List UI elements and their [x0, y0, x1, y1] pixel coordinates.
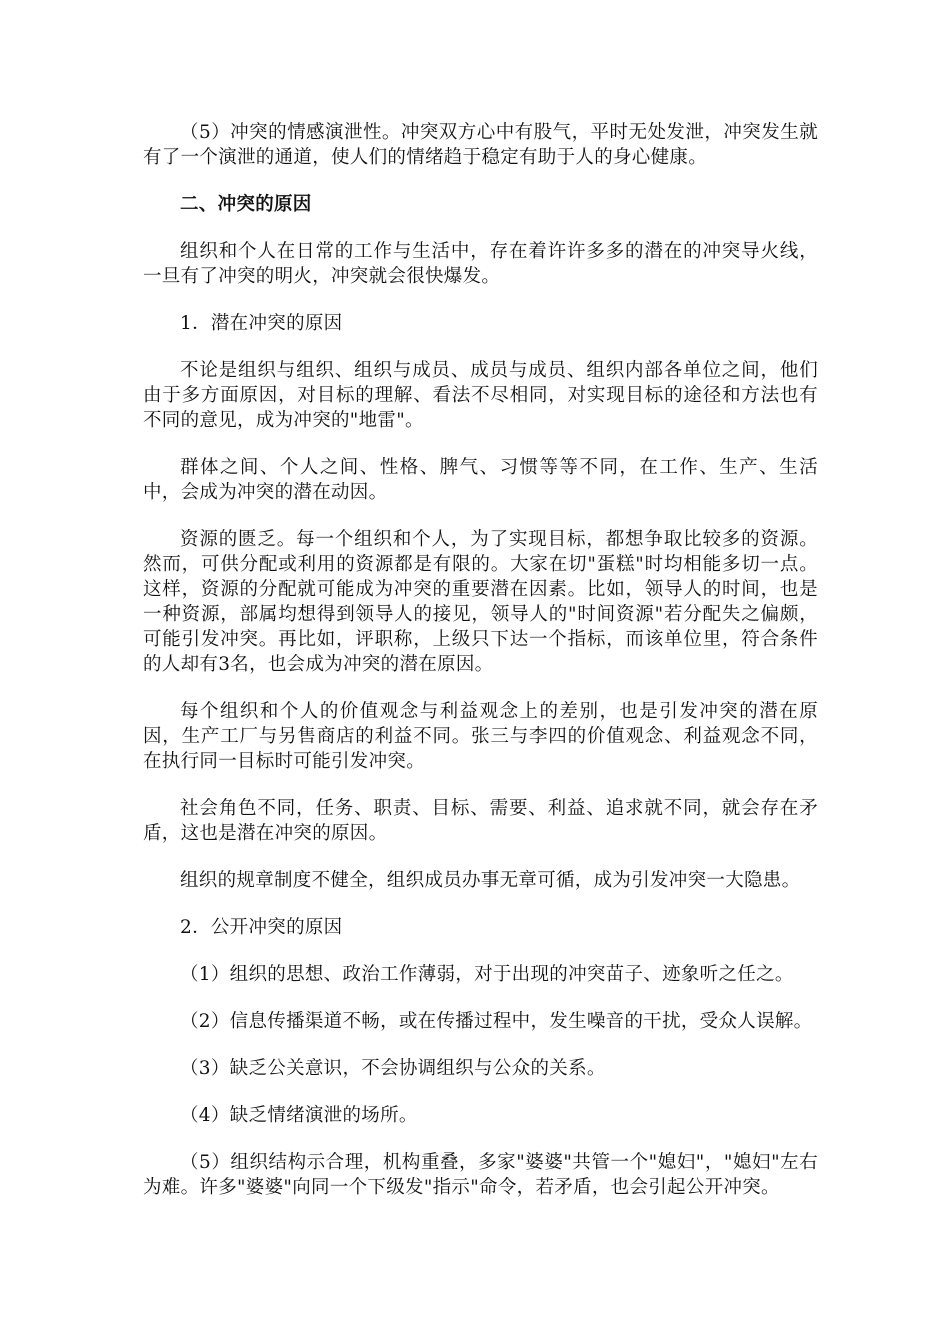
- paragraph-value-differences: 每个组织和个人的价值观念与利益观念上的差别，也是引发冲突的潜在原因，生产工厂与另售商店的利益不同。张三与李四的价值观念、利益观念不同，在执行同一目标时可能引发冲突。: [143, 701, 818, 772]
- paragraph-emotional-outlet: （5）冲突的情感演泄性。冲突双方心中有股气，平时无处发泄，冲突发生就有了一个演泄的通道，使人们的情绪趋于稳定有助于人的身心健康。: [143, 122, 818, 168]
- list-item-3: （3）缺乏公关意识，不会协调组织与公众的关系。: [180, 1058, 606, 1079]
- list-item-4: （4）缺乏情绪演泄的场所。: [180, 1105, 418, 1126]
- document-page: [143, 120, 818, 1222]
- list-item-2: （2）信息传播渠道不畅，或在传播过程中，发生噪音的干扰，受众人误解。: [180, 1011, 813, 1032]
- paragraph-resource-scarcity: 资源的匮乏。每一个组织和个人，为了实现目标，都想争取比较多的资源。然而，可供分配或利用的资源都是有限的。大家在切"蛋糕"时均相能多切一点。这样，资源的分配就可能成为冲突的重要潜在因素。比如，领导人的时间，也是一种资源，部属均想得到领导人的接见，领导人的"时间资源"若分配失之偏颇，可能引发冲突。再比如，评职称，上级只下达一个指标，而该单位里，符合条件的人却有3名，也会成为冲突的潜在原因。: [143, 529, 818, 675]
- paragraph-goal-differences: 不论是组织与组织、组织与成员、成员与成员、组织内部各单位之间，他们由于多方面原因，对目标的理解、看法不尽相同，对实现目标的途径和方法也有不同的意见，成为冲突的"地雷"。: [143, 360, 818, 431]
- list-item-5: （5）组织结构示合理，机构重叠，多家"婆婆"共管一个"媳妇"，"媳妇"左右为难。许多"婆婆"向同一个下级发"指示"命令，若矛盾，也会引起公开冲突。: [143, 1152, 818, 1198]
- paragraph-personality-differences: 群体之间、个人之间、性格、脾气、习惯等等不同，在工作、生产、生活中，会成为冲突的潜在动因。: [143, 457, 818, 503]
- section-heading-conflict-causes: 二、冲突的原因: [180, 194, 312, 215]
- list-item-1: （1）组织的思想、政治工作薄弱，对于出现的冲突苗子、迹象听之任之。: [180, 964, 794, 985]
- subheading-open-causes: 2．公开冲突的原因: [180, 917, 343, 938]
- paragraph-regulations: 组织的规章制度不健全，组织成员办事无章可循，成为引发冲突一大隐患。: [180, 870, 801, 891]
- subheading-latent-causes: 1．潜在冲突的原因: [180, 313, 343, 334]
- paragraph-social-roles: 社会角色不同，任务、职责、目标、需要、利益、追求就不同，就会存在矛盾，这也是潜在冲突的原因。: [143, 798, 818, 844]
- paragraph-intro: 组织和个人在日常的工作与生活中，存在着许许多多的潜在的冲突导火线，一旦有了冲突的明火，冲突就会很快爆发。: [143, 241, 818, 287]
